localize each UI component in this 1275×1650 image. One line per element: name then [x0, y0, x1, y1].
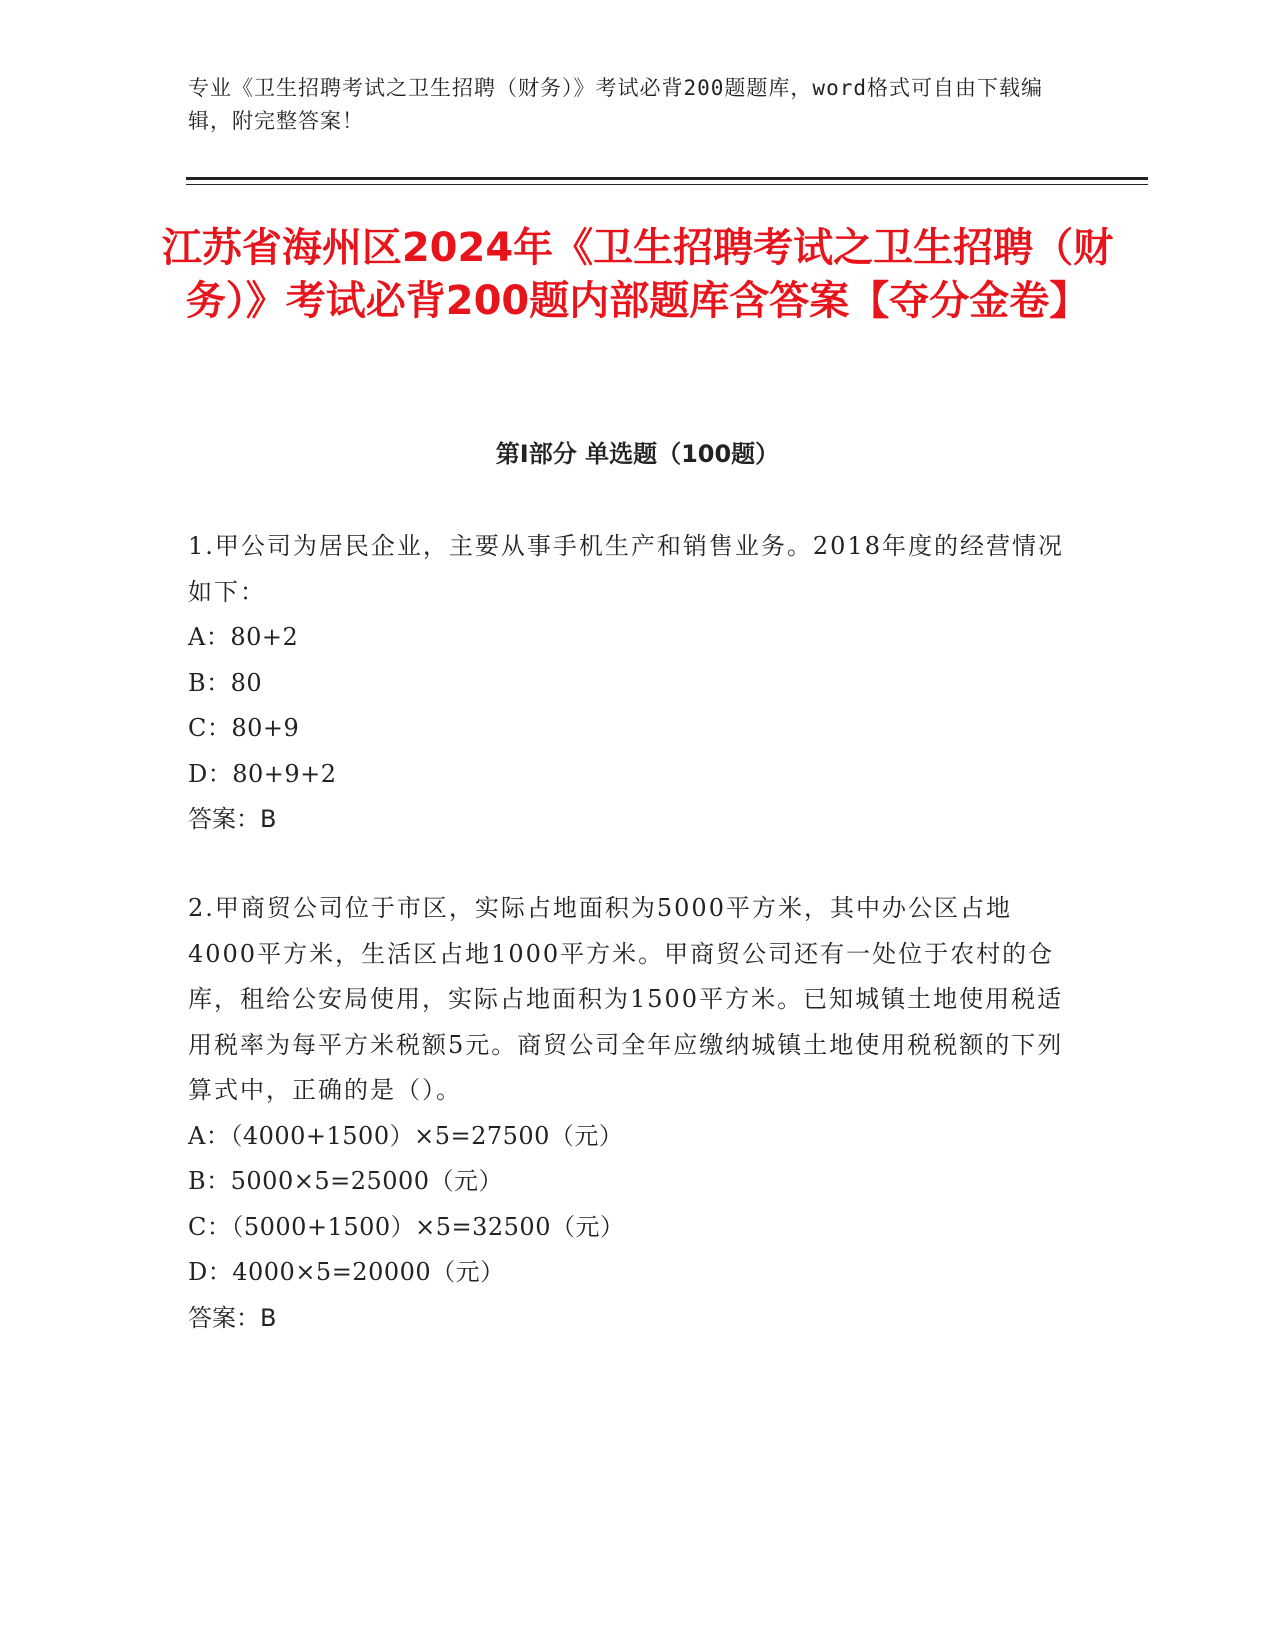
option-a: A：（4000+1500）×5=27500（元） — [188, 1121, 624, 1150]
header-note: 专业《卫生招聘考试之卫生招聘（财务）》考试必背200题题库，word格式可自由下载编辑，附完整答案！ — [188, 76, 1043, 133]
option-c: C：（5000+1500）×5=32500（元） — [188, 1212, 625, 1241]
option-d: D：80+9+2 — [188, 759, 337, 788]
header-divider-thin — [186, 184, 1148, 185]
question-1 — [188, 524, 1078, 843]
document-title: 江苏省海州区2024年《卫生招聘考试之卫生招聘（财务）》考试必背200题内部题库含答案【夺分金卷】 — [161, 225, 1114, 324]
section-heading: 第I部分 单选题（100题） — [495, 440, 780, 468]
option-b: B：80 — [188, 668, 263, 697]
question-2 — [188, 886, 1078, 1341]
question-stem: 1.甲公司为居民企业，主要从事手机生产和销售业务。2018年度的经营情况如下： — [188, 532, 1064, 606]
option-c: C：80+9 — [188, 714, 300, 742]
question-stem: 2.甲商贸公司位于市区，实际占地面积为5000平方米，其中办公区占地4000平方米，生活区占地1000平方米。甲商贸公司还有一处位于农村的仓库，租给公安局使用，实际占地面积为1500平方米。已知城镇土地使用税适用税率为每平方米税额5元。商贸公司全年应缴纳城镇土地使用税税额的下列算式中，正确的是（）。 — [188, 894, 1064, 1104]
header-divider-thick — [186, 177, 1148, 180]
answer: 答案：B — [188, 1303, 277, 1332]
answer: 答案：B — [188, 805, 277, 833]
option-a: A：80+2 — [188, 623, 299, 651]
option-d: D：4000×5=20000（元） — [188, 1258, 505, 1286]
option-b: B：5000×5=25000（元） — [188, 1167, 504, 1195]
